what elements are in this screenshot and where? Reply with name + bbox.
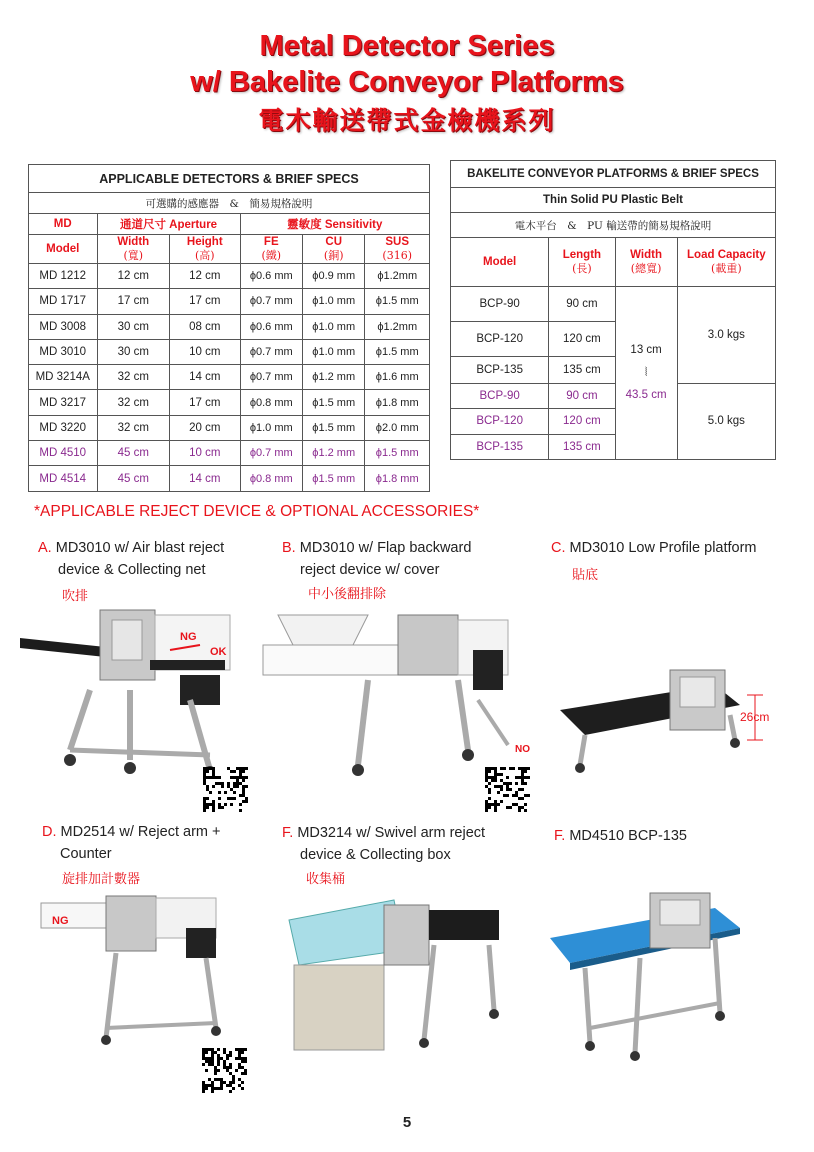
cell-sus: ϕ1.8 mm [365, 466, 430, 491]
cell-sus: ϕ2.0 mm [365, 415, 430, 440]
cell-model: MD 1212 [29, 264, 98, 289]
caption-e-zh: 收集桶 [306, 872, 346, 887]
table-row [29, 466, 430, 491]
cell-cu: ϕ1.0 mm [303, 339, 365, 364]
col-load-zh: (載重) [711, 262, 742, 275]
cell-width: 45 cm [97, 466, 170, 491]
caption-e [282, 822, 485, 866]
platform-belt: Thin Solid PU Plastic Belt [451, 188, 776, 213]
cell-width: 32 cm [97, 390, 170, 415]
caption-b-line2: reject device w/ cover [300, 562, 440, 578]
cell-fe: ϕ0.7 mm [240, 289, 302, 314]
col-height-label: Height [186, 235, 223, 248]
qr-pattern [202, 1048, 248, 1094]
width-min: 13 cm [630, 344, 662, 357]
width-max: 43.5 cm [625, 389, 667, 402]
platform-table-subheading: 電木平台 & PU 輸送帶的簡易規格說明 [451, 213, 776, 238]
col-width-label: Width [117, 235, 150, 248]
table-row [29, 415, 430, 440]
cell-cu: ϕ1.5 mm [303, 390, 365, 415]
cell-sus: ϕ1.2mm [365, 264, 430, 289]
qr-pattern [203, 767, 249, 813]
width-range-sep: ⦚ [644, 365, 648, 380]
cell-height: 12 cm [170, 264, 241, 289]
col-cu [303, 235, 365, 264]
cell-width: 32 cm [97, 365, 170, 390]
caption-a-letter: A. [38, 540, 52, 556]
cell-width: 30 cm [97, 339, 170, 364]
detector-table-heading: APPLICABLE DETECTORS & BRIEF SPECS [29, 165, 430, 193]
col-cu-zh: (銅) [323, 248, 344, 262]
cell-model: MD 3008 [29, 314, 98, 339]
caption-f-line1: MD4510 BCP-135 [569, 828, 687, 844]
cell-cu: ϕ1.0 mm [303, 314, 365, 339]
platform-model: BCP-90 [451, 287, 549, 322]
photo-flap-reject-detector [258, 600, 528, 785]
page-title-chinese: 電木輸送帶式金檢機系列 [258, 106, 556, 135]
cell-cu: ϕ1.2 mm [303, 441, 365, 466]
platform-length: 135 cm [549, 357, 615, 384]
photo-air-blast-detector [20, 600, 245, 790]
caption-d-zh: 旋排加計數器 [62, 872, 141, 887]
ng-label: NG [180, 631, 197, 643]
cell-sus: ϕ1.2mm [365, 314, 430, 339]
caption-f [554, 825, 687, 847]
cell-sus: ϕ1.5 mm [365, 441, 430, 466]
table-row [29, 441, 430, 466]
col-load [677, 238, 775, 287]
cell-model: MD 3220 [29, 415, 98, 440]
cell-model: MD 1717 [29, 289, 98, 314]
col-width-label: Width [630, 249, 662, 261]
platform-model: BCP-120 [451, 409, 549, 434]
caption-a-zh: 吹排 [62, 589, 89, 604]
platform-model: BCP-135 [451, 434, 549, 459]
col-width [97, 235, 170, 264]
table-row [29, 264, 430, 289]
qr-code-b [485, 767, 531, 813]
caption-c-letter: C. [551, 540, 566, 556]
caption-c-line1: MD3010 Low Profile platform [569, 540, 757, 556]
no-label: NO [515, 744, 530, 755]
platform-width [615, 287, 677, 460]
page-title: Metal Detector Series [259, 30, 555, 62]
col-md: MD [29, 214, 98, 235]
col-length [549, 238, 615, 287]
cell-cu: ϕ1.0 mm [303, 289, 365, 314]
cell-fe: ϕ0.6 mm [240, 264, 302, 289]
platform-length: 120 cm [549, 409, 615, 434]
cell-sus: ϕ1.6 mm [365, 365, 430, 390]
qr-code-d [202, 1048, 248, 1094]
caption-d-line1: MD2514 w/ Reject arm + [60, 824, 221, 840]
photo-blue-belt-detector [545, 888, 795, 1063]
cell-width: 12 cm [97, 264, 170, 289]
caption-c [551, 537, 757, 559]
table-row [29, 390, 430, 415]
platform-load-1: 3.0 kgs [677, 287, 775, 384]
cell-height: 14 cm [170, 466, 241, 491]
cell-width: 17 cm [97, 289, 170, 314]
platform-table-heading: BAKELITE CONVEYOR PLATFORMS & BRIEF SPECS [451, 161, 776, 188]
cell-height: 10 cm [170, 441, 241, 466]
cell-cu: ϕ0.9 mm [303, 264, 365, 289]
qr-pattern [485, 767, 531, 813]
cell-model: MD 3217 [29, 390, 98, 415]
cell-model: MD 4510 [29, 441, 98, 466]
col-fe-label: FE [263, 235, 279, 248]
platform-length: 120 cm [549, 322, 615, 357]
caption-e-letter: F. [282, 825, 294, 841]
cell-fe: ϕ0.6 mm [240, 314, 302, 339]
table-row [29, 289, 430, 314]
cell-height: 17 cm [170, 390, 241, 415]
col-height-zh: (高) [194, 248, 215, 262]
caption-e-line2: device & Collecting box [300, 847, 451, 863]
cell-height: 10 cm [170, 339, 241, 364]
caption-b-letter: B. [282, 540, 296, 556]
cell-sus: ϕ1.5 mm [365, 339, 430, 364]
cell-width: 30 cm [97, 314, 170, 339]
platform-length: 135 cm [549, 434, 615, 459]
table-row [29, 365, 430, 390]
col-length-zh: (長) [572, 262, 592, 275]
photo-reject-arm-detector [36, 888, 236, 1053]
page-subtitle: w/ Bakelite Conveyor Platforms [190, 66, 624, 98]
col-fe [240, 235, 302, 264]
cell-fe: ϕ0.7 mm [240, 441, 302, 466]
col-sensitivity: 靈敏度 Sensitivity [240, 214, 429, 235]
cell-height: 14 cm [170, 365, 241, 390]
platform-length: 90 cm [549, 384, 615, 409]
caption-b-zh: 中小後翻排除 [308, 587, 387, 602]
cell-fe: ϕ0.7 mm [240, 365, 302, 390]
caption-c-zh: 貼底 [572, 568, 599, 583]
cell-height: 17 cm [170, 289, 241, 314]
cell-fe: ϕ0.7 mm [240, 339, 302, 364]
col-aperture: 通道尺寸 Aperture [97, 214, 240, 235]
cell-cu: ϕ1.5 mm [303, 466, 365, 491]
page-number: 5 [402, 1114, 412, 1131]
cell-cu: ϕ1.2 mm [303, 365, 365, 390]
accessories-heading: *APPLICABLE REJECT DEVICE & OPTIONAL ACCESSORIES* [34, 503, 480, 520]
detector-specs-table [28, 164, 430, 492]
photo-swivel-arm-detector [284, 890, 514, 1055]
col-model: Model [29, 235, 98, 264]
caption-a [38, 537, 224, 581]
cell-fe: ϕ1.0 mm [240, 415, 302, 440]
ng-label: NG [52, 915, 69, 927]
col-height [170, 235, 241, 264]
cell-width: 45 cm [97, 441, 170, 466]
col-width-zh: (寬) [123, 248, 144, 262]
caption-d-letter: D. [42, 824, 57, 840]
cell-width: 32 cm [97, 415, 170, 440]
platform-model: BCP-90 [451, 384, 549, 409]
platform-specs-table [450, 160, 776, 460]
col-fe-zh: (鐵) [261, 248, 282, 262]
col-sus-label: SUS [385, 235, 410, 248]
cell-model: MD 3010 [29, 339, 98, 364]
platform-model: BCP-135 [451, 357, 549, 384]
col-length-label: Length [562, 249, 602, 261]
col-load-label: Load Capacity [687, 249, 766, 261]
qr-code-a [203, 767, 249, 813]
cell-cu: ϕ1.5 mm [303, 415, 365, 440]
caption-d [42, 821, 221, 865]
col-width-zh: (總寬) [630, 262, 662, 275]
col-width [615, 238, 677, 287]
height-label: 26cm [740, 710, 770, 724]
cell-height: 08 cm [170, 314, 241, 339]
caption-b [282, 537, 471, 581]
platform-length: 90 cm [549, 287, 615, 322]
caption-d-line2: Counter [60, 846, 112, 862]
caption-f-letter: F. [554, 828, 566, 844]
table-row [29, 339, 430, 364]
caption-e-line1: MD3214 w/ Swivel arm reject [297, 825, 486, 841]
col-cu-label: CU [325, 235, 343, 248]
cell-model: MD 4514 [29, 466, 98, 491]
cell-height: 20 cm [170, 415, 241, 440]
cell-model: MD 3214A [29, 365, 98, 390]
col-sus [365, 235, 430, 264]
cell-fe: ϕ0.8 mm [240, 390, 302, 415]
col-sus-zh: (316) [382, 248, 413, 262]
platform-model: BCP-120 [451, 322, 549, 357]
col-model: Model [451, 238, 549, 287]
photo-low-profile-detector [555, 655, 795, 780]
caption-a-line1: MD3010 w/ Air blast reject [55, 540, 225, 556]
ok-label: OK [210, 646, 227, 658]
detector-table-subheading: 可選購的感應器 & 簡易規格說明 [29, 193, 430, 214]
caption-a-line2: device & Collecting net [58, 562, 206, 578]
table-row [29, 314, 430, 339]
cell-sus: ϕ1.5 mm [365, 289, 430, 314]
cell-fe: ϕ0.8 mm [240, 466, 302, 491]
platform-load-2: 5.0 kgs [677, 384, 775, 460]
cell-sus: ϕ1.8 mm [365, 390, 430, 415]
caption-b-line1: MD3010 w/ Flap backward [299, 540, 472, 556]
